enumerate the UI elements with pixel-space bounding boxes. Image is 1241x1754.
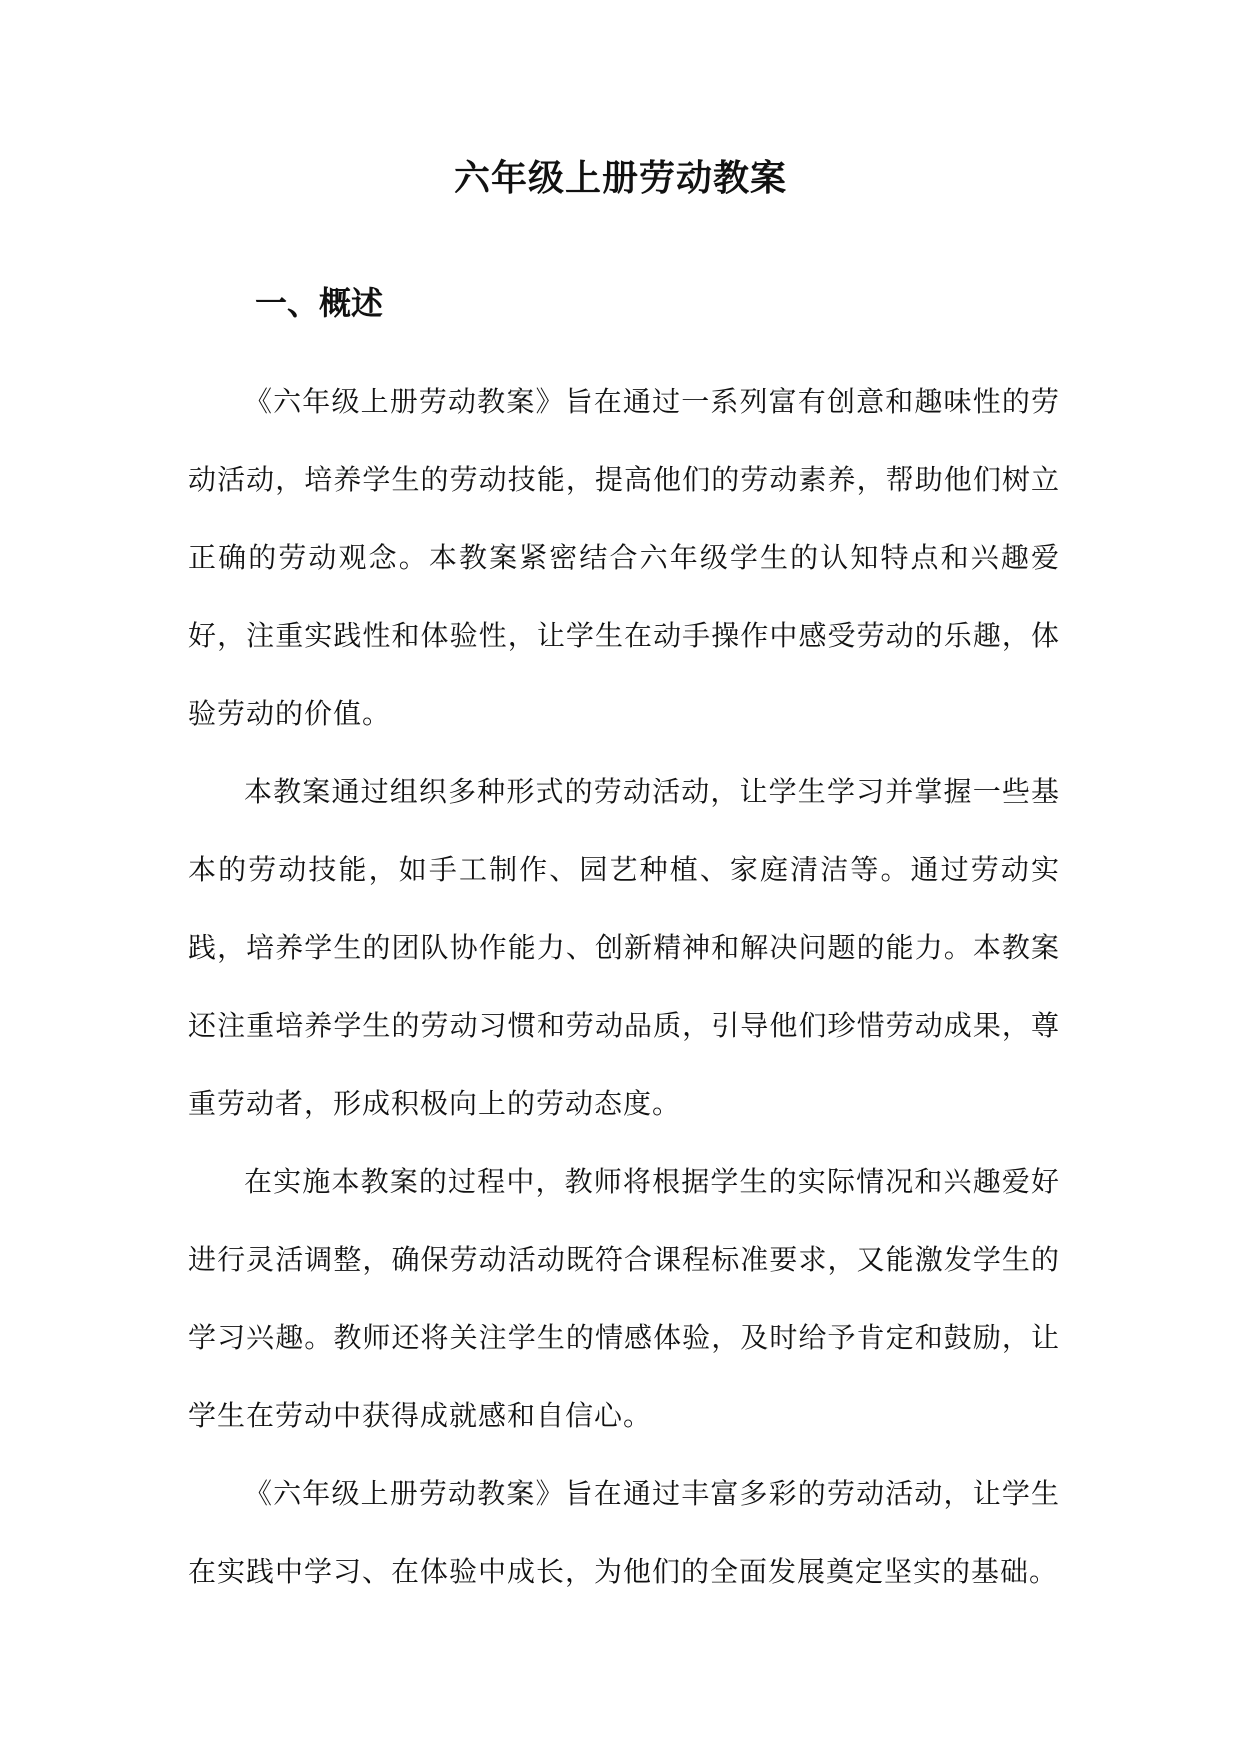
paragraph-3: 在实施本教案的过程中，教师将根据学生的实际情况和兴趣爱好进行灵活调整，确保劳动活动既符合课程标准要求，又能激发学生的学习兴趣。教师还将关注学生的情感体验，及时给予肯定和鼓励，让学生在劳动中获得成就感和自信心。 [188,1165,1060,1432]
paragraph-1: 《六年级上册劳动教案》旨在通过一系列富有创意和趣味性的劳动活动，培养学生的劳动技能，提高他们的劳动素养，帮助他们树立正确的劳动观念。本教案紧密结合六年级学生的认知特点和兴趣爱好，注重实践性和体验性，让学生在动手操作中感受劳动的乐趣，体验劳动的价值。 [188,385,1060,730]
paragraph-2: 本教案通过组织多种形式的劳动活动，让学生学习并掌握一些基本的劳动技能，如手工制作、园艺种植、家庭清洁等。通过劳动实践，培养学生的团队协作能力、创新精神和解决问题的能力。本教案还注重培养学生的劳动习惯和劳动品质，引导他们珍惜劳动成果，尊重劳动者，形成积极向上的劳动态度。 [188,775,1060,1120]
section-heading-overview: 一、概述 [255,284,384,322]
paragraph-4: 《六年级上册劳动教案》旨在通过丰富多彩的劳动活动，让学生在实践中学习、在体验中成长，为他们的全面发展奠定坚实的基础。 [188,1477,1060,1588]
section-body-overview [188,363,1060,1611]
document-title: 六年级上册劳动教案 [453,157,787,199]
